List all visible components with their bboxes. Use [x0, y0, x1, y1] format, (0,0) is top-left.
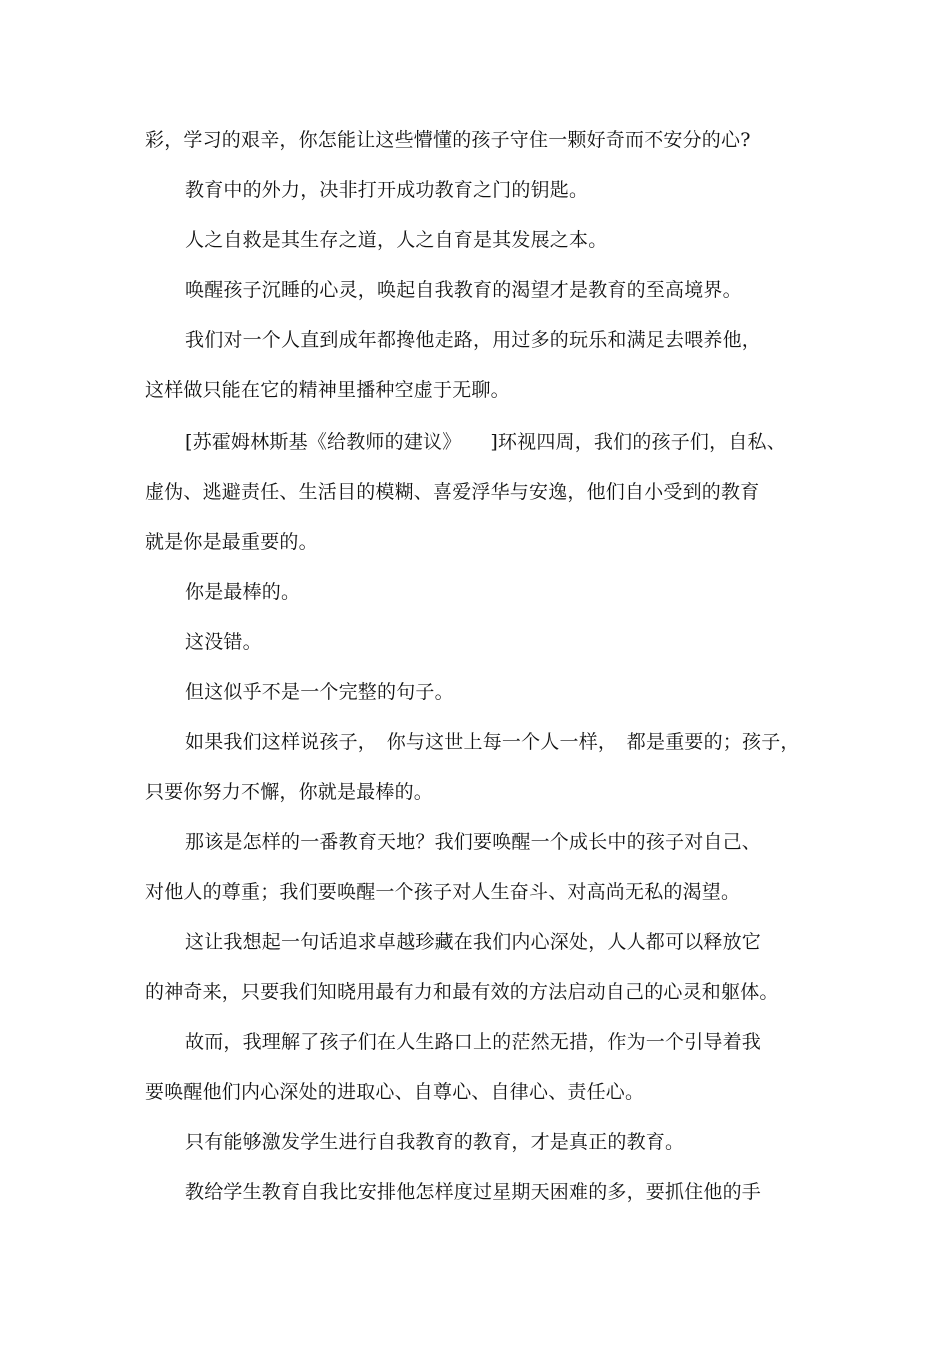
text-line: 的神奇来，只要我们知晓用最有力和最有效的方法启动自己的心灵和躯体。	[145, 981, 779, 1003]
text-line: 只有能够激发学生进行自我教育的教育，才是真正的教育。	[185, 1131, 685, 1153]
text-line: 这没错。	[185, 631, 262, 653]
text-line: 彩，学习的艰辛，你怎能让这些懵懂的孩子守住一颗好奇而不安分的心?	[145, 129, 751, 151]
text-line: 人之自救是其生存之道，人之自育是其发展之本。	[185, 229, 608, 251]
text-line: 如果我们这样说孩子， 你与这世上每一个人一样， 都是重要的；孩子，	[185, 731, 800, 753]
text-line: 虚伪、逃避责任、生活目的模糊、喜爱浮华与安逸，他们自小受到的教育	[145, 481, 760, 503]
text-line: 只要你努力不懈，你就是最棒的。	[145, 781, 434, 803]
text-line: 那该是怎样的一番教育天地？我们要唤醒一个成长中的孩子对自己、	[185, 831, 762, 853]
text-line: 对他人的尊重；我们要唤醒一个孩子对人生奋斗、对高尚无私的渴望。	[145, 881, 741, 903]
text-line: 要唤醒他们内心深处的进取心、自尊心、自律心、责任心。	[145, 1081, 645, 1103]
text-line: 就是你是最重要的。	[145, 531, 318, 553]
text-line: 但这似乎不是一个完整的句子。	[185, 681, 454, 703]
text-line: 故而，我理解了孩子们在人生路口上的茫然无措，作为一个引导着我	[185, 1031, 762, 1053]
text-line: 这让我想起一句话追求卓越珍藏在我们内心深处，人人都可以释放它	[185, 931, 762, 953]
text-line: [苏霍姆林斯基《给教师的建议》 ]环视四周，我们的孩子们，自私、	[185, 431, 786, 453]
text-line: 教育中的外力，决非打开成功教育之门的钥匙。	[185, 179, 589, 201]
text-line: 教给学生教育自我比安排他怎样度过星期天困难的多，要抓住他的手	[185, 1181, 762, 1203]
text-line: 你是最棒的。	[185, 581, 301, 603]
text-line: 这样做只能在它的精神里播种空虚于无聊。	[145, 379, 510, 401]
text-line: 唤醒孩子沉睡的心灵，唤起自我教育的渴望才是教育的至高境界。	[185, 279, 742, 301]
text-line: 我们对一个人直到成年都搀他走路，用过多的玩乐和满足去喂养他，	[185, 329, 762, 351]
